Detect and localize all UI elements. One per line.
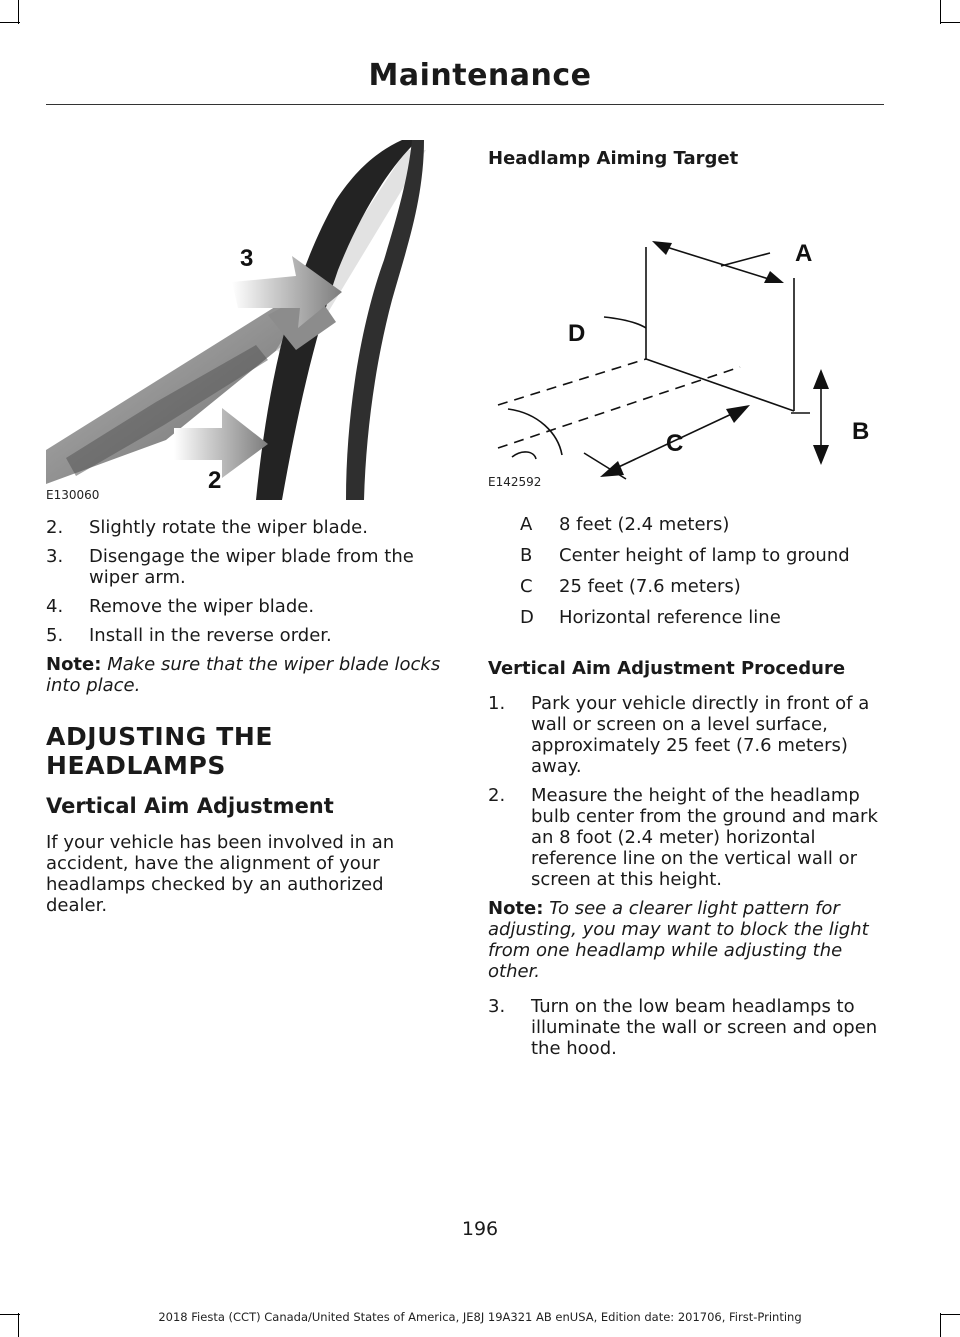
wiper-figure <box>46 140 450 502</box>
beam-upper <box>498 359 646 405</box>
list-item <box>46 596 450 617</box>
legend-value: 8 feet (2.4 meters) <box>559 514 730 535</box>
list-item <box>46 625 450 646</box>
arrowhead <box>813 369 829 389</box>
legend-value: Horizontal reference line <box>559 607 781 628</box>
legend-key: D <box>520 607 534 628</box>
dimension-a <box>660 245 772 280</box>
figure-legend <box>488 514 888 638</box>
legend-row <box>488 545 888 576</box>
arrowhead <box>726 405 750 423</box>
wiper-steps <box>46 517 450 646</box>
crop-mark <box>940 0 941 24</box>
legend-row <box>488 607 888 638</box>
note-text: Make sure that the wiper blade locks into place. <box>46 654 441 696</box>
legend-value: 25 feet (7.6 meters) <box>559 576 741 597</box>
legend-key: B <box>520 545 533 566</box>
arrowhead <box>813 445 829 465</box>
wiper-illustration <box>46 140 450 502</box>
step-number: 2. <box>46 517 64 538</box>
note-text: To see a clearer light pattern for adjusting, you may want to block the light from one headlamp while adjusting the other. <box>488 898 869 982</box>
legend-key: C <box>520 576 533 597</box>
figure-heading: Headlamp Aiming Target <box>488 148 739 169</box>
arrowhead <box>764 271 784 283</box>
crop-mark <box>18 0 19 24</box>
callout-2: 2 <box>208 467 222 494</box>
list-item <box>46 546 450 588</box>
legend-value: Center height of lamp to ground <box>559 545 850 566</box>
legend-row <box>488 514 888 545</box>
legend-row <box>488 576 888 607</box>
step-text: Disengage the wiper blade from the wiper arm. <box>89 546 414 588</box>
list-item <box>488 785 888 890</box>
left-column <box>46 140 450 916</box>
page-title: Maintenance <box>368 58 592 93</box>
arrowhead <box>600 461 624 477</box>
list-item <box>488 996 888 1059</box>
step-text: Measure the height of the headlamp bulb center from the ground and mark an 8 foot (2.4 meter) horizontal reference line on the vertical wall or screen at this height. <box>531 785 878 890</box>
label-d: D <box>568 320 586 347</box>
legend-key: A <box>520 514 533 535</box>
step-number: 1. <box>488 693 506 714</box>
step-number: 4. <box>46 596 64 617</box>
aiming-target-diagram <box>488 183 888 488</box>
section-heading: ADJUSTING THE HEADLAMPS <box>46 722 274 780</box>
step-text: Slightly rotate the wiper blade. <box>89 517 368 538</box>
a-leader <box>721 253 770 266</box>
label-c: C <box>666 430 684 457</box>
reference-leader <box>604 317 646 328</box>
figure-id: E130060 <box>46 488 100 502</box>
step-number: 2. <box>488 785 506 806</box>
crop-mark <box>940 22 960 23</box>
callout-3: 3 <box>240 245 254 272</box>
procedure-steps <box>488 693 888 890</box>
headlamp-outline <box>508 409 562 459</box>
page-number: 196 <box>461 1218 499 1240</box>
crop-mark <box>0 22 20 23</box>
step-number: 5. <box>46 625 64 646</box>
note-label: Note: <box>46 654 102 675</box>
note <box>488 898 888 982</box>
right-column <box>488 140 888 1067</box>
step-text: Install in the reverse order. <box>89 625 332 646</box>
step-text: Park your vehicle directly in front of a wall or screen on a level surface, approximately 25 feet (7.6 meters) away. <box>531 693 870 777</box>
figure-id: E142592 <box>488 475 542 489</box>
intro-paragraph: If your vehicle has been involved in an accident, have the alignment of your headlamps checked by an authorized dealer. <box>46 832 395 916</box>
list-item <box>488 693 888 777</box>
step-text: Remove the wiper blade. <box>89 596 315 617</box>
step-text: Turn on the low beam headlamps to illuminate the wall or screen and open the hood. <box>531 996 878 1059</box>
step-number: 3. <box>46 546 64 567</box>
reference-line <box>646 359 794 411</box>
arrowhead <box>652 241 672 255</box>
step-number: 3. <box>488 996 506 1017</box>
note-label: Note: <box>488 898 544 919</box>
subsection-heading: Vertical Aim Adjustment <box>46 794 334 818</box>
procedure-steps-continued <box>488 996 888 1059</box>
procedure-heading: Vertical Aim Adjustment Procedure <box>488 658 846 679</box>
list-item <box>46 517 450 538</box>
label-a: A <box>795 240 813 267</box>
label-b: B <box>852 418 870 445</box>
header-divider <box>46 104 884 105</box>
note <box>46 654 450 696</box>
footer-text: 2018 Fiesta (CCT) Canada/United States of America, JE8J 19A321 AB enUSA, Edition date: 201706, First-Printing <box>158 1310 802 1324</box>
aiming-target-figure <box>488 183 888 488</box>
